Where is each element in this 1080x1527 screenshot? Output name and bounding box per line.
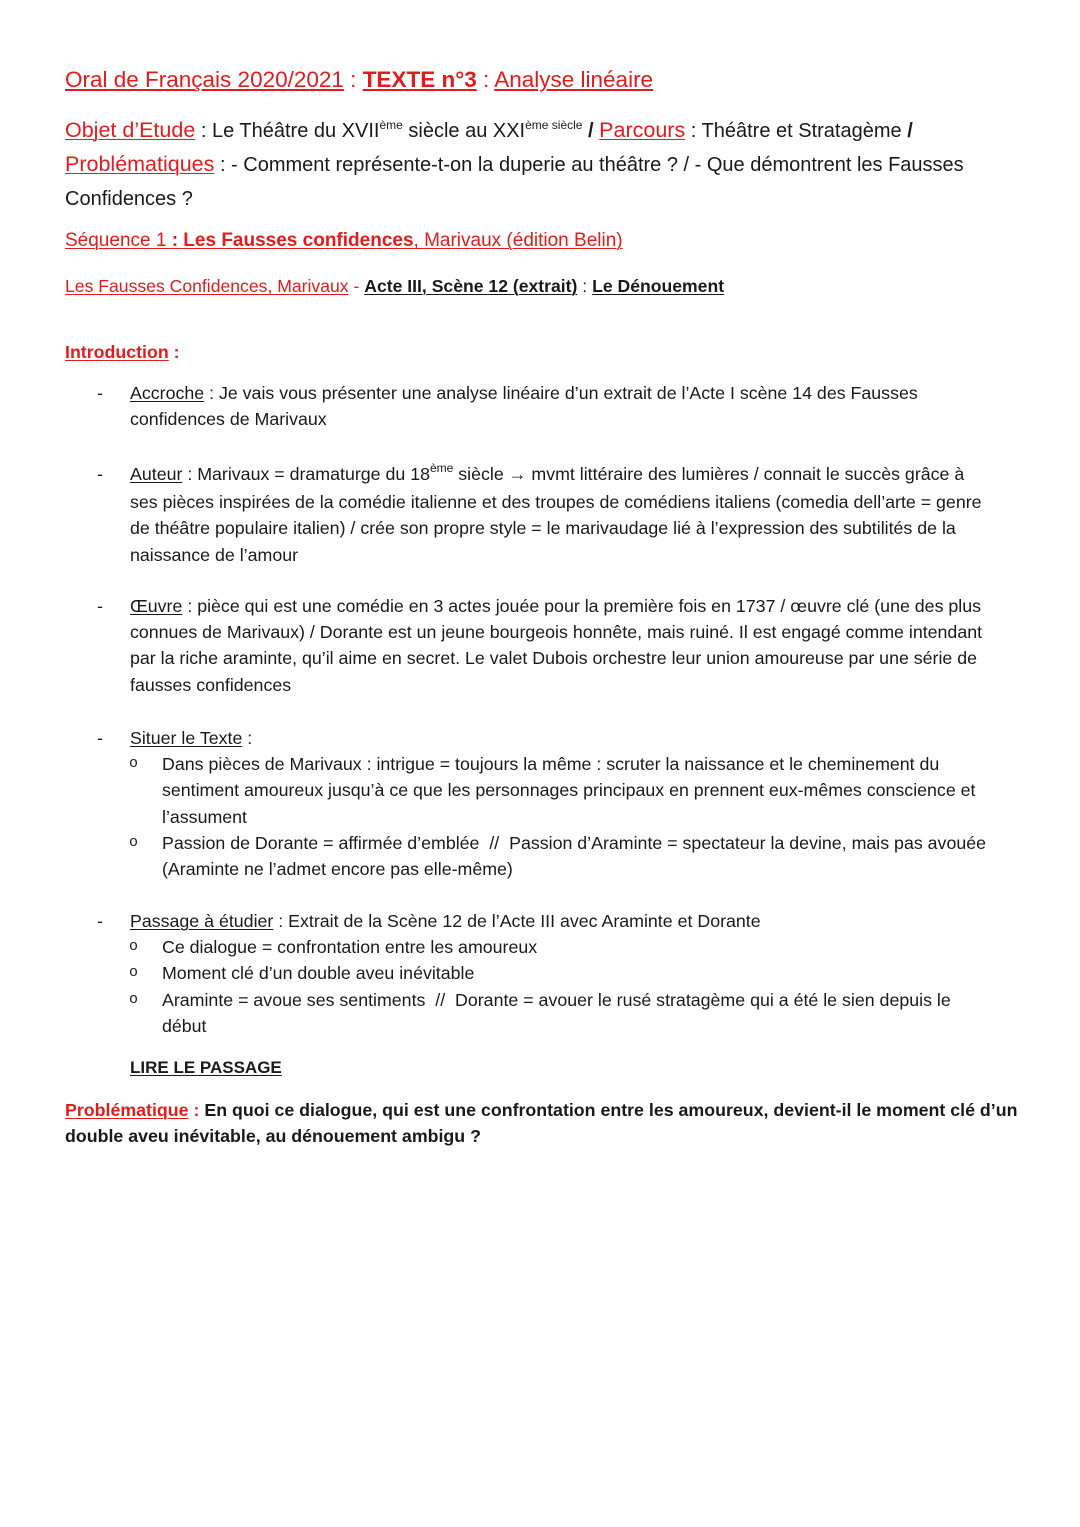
problematique-colon: : xyxy=(188,1100,205,1120)
bullet-dash: - xyxy=(97,464,103,484)
item-text: : Extrait de la Scène 12 de l’Acte III avec Araminte et Dorante xyxy=(273,911,761,931)
item-text: siècle → mvmt littéraire des lumières / connait le succès grâce à xyxy=(453,464,965,484)
extrait-scene: Acte III, Scène 12 (extrait) xyxy=(364,276,578,296)
sub-list-item xyxy=(130,830,986,882)
objet-etude-text: : Le Théâtre du XVII xyxy=(195,120,380,142)
item-text: : xyxy=(242,728,253,748)
superscript-ordinal: ème xyxy=(379,118,403,132)
sub-list-item xyxy=(130,751,986,830)
problematique-block xyxy=(65,1097,1017,1149)
item-line xyxy=(130,725,986,751)
bullet-circle: o xyxy=(129,990,139,1008)
sequence-author-edition: , Marivaux (édition Belin) xyxy=(413,230,623,251)
sub-item-text: Ce dialogue = confrontation entre les amoureux xyxy=(162,937,538,958)
parcours-text: : Théâtre et Stratagème xyxy=(685,120,908,142)
intro-item-auteur xyxy=(97,461,982,568)
bullet-circle: o xyxy=(129,964,139,982)
sequence-line xyxy=(65,227,623,255)
item-text-continued: ses pièces inspirées de la comédie italienne et des troupes de comédiens italiens (comedia dell’arte = genre xyxy=(130,492,982,513)
intro-item-accroche xyxy=(97,380,918,432)
problematiques-label: Problématiques xyxy=(65,152,215,176)
bullet-circle: o xyxy=(129,755,139,773)
objet-etude-label: Objet d’Etude xyxy=(65,118,196,142)
item-text: : Marivaux = dramaturge du 18 xyxy=(182,464,430,484)
sub-item-text: Passion de Dorante = affirmée d’emblée // Passion d’Araminte = spectateur la devine, mais pas avouée xyxy=(162,832,986,853)
problematiques-block xyxy=(65,147,964,216)
item-text-continued: connues de Marivaux) / Dorante est un jeune bourgeois honnête, mais ruiné. Il est engagé comme intendant xyxy=(130,622,983,643)
item-text-continued: confidences de Marivaux xyxy=(130,409,327,430)
bullet-dash: - xyxy=(97,383,103,403)
sub-item-text: sentiment amoureux jusqu’à ce que les personnages principaux en prennent eux-mêmes conscience et xyxy=(162,780,976,801)
bullet-circle: o xyxy=(129,833,139,851)
intro-item-situer-texte xyxy=(97,725,986,882)
sub-item-text: Araminte = avoue ses sentiments // Dorante = avouer le rusé stratagème qui a été le sien depuis le xyxy=(162,989,951,1010)
introduction-heading-colon: : xyxy=(168,342,180,362)
sub-item-text: Dans pièces de Marivaux : intrigue = toujours la même : scruter la naissance et le cheminement du xyxy=(162,754,940,775)
item-label: Œuvre xyxy=(130,596,183,616)
extrait-line xyxy=(65,273,724,299)
item-text-continued: fausses confidences xyxy=(130,674,292,695)
introduction-heading xyxy=(65,339,180,365)
title-course: Oral de Français 2020/2021 xyxy=(65,67,344,92)
item-label: Passage à étudier xyxy=(130,911,274,931)
bullet-dash: - xyxy=(97,596,103,616)
slash-separator: / xyxy=(907,120,913,142)
item-text-continued: de théâtre populaire italien) / crée son propre style = le marivaudage lié à l’expression des subtilités de la xyxy=(130,518,956,539)
problematique-line xyxy=(65,1097,1017,1123)
sub-item-text: l’assument xyxy=(162,806,247,827)
problematiques-text-continued: Confidences ? xyxy=(65,188,193,210)
bullet-dash: - xyxy=(97,728,103,748)
sub-item-text: Moment clé d’un double aveu inévitable xyxy=(162,963,475,984)
superscript-siecle: ème siècle xyxy=(525,118,583,132)
objet-etude-line xyxy=(65,115,913,148)
sub-list-item xyxy=(130,987,951,1039)
page-title xyxy=(65,65,653,95)
lire-le-passage-heading: LIRE LE PASSAGE xyxy=(130,1058,282,1077)
objet-etude-text-continued: siècle au XXI xyxy=(402,120,526,142)
problematique-label: Problématique xyxy=(65,1100,189,1120)
problematiques-text: : - Comment représente-t-on la duperie au théâtre ? / - Que démontrent les Fausses xyxy=(214,154,964,176)
item-label: Auteur xyxy=(130,464,183,484)
problematique-text: En quoi ce dialogue, qui est une confrontation entre les amoureux, devient-il le moment clé d’un xyxy=(204,1100,1018,1120)
extrait-title: Le Dénouement xyxy=(592,276,725,296)
extrait-separator: : xyxy=(577,276,593,296)
parcours-label: Parcours xyxy=(599,118,686,142)
superscript-ordinal: ème xyxy=(429,461,454,475)
title-separator: : xyxy=(476,67,495,92)
title-text-number: TEXTE n°3 xyxy=(362,67,477,92)
item-line xyxy=(130,593,982,619)
slash-separator: / xyxy=(582,120,600,142)
extrait-separator: - xyxy=(348,276,365,296)
bullet-circle: o xyxy=(129,938,139,956)
item-label: Accroche xyxy=(130,383,205,403)
item-line xyxy=(130,380,918,406)
sequence-work-title: : Les Fausses confidences xyxy=(166,230,414,251)
item-label: Situer le Texte xyxy=(130,728,243,748)
bullet-dash: - xyxy=(97,911,103,931)
title-separator: : xyxy=(343,67,363,92)
item-line xyxy=(130,461,982,489)
problematiques-line xyxy=(65,147,964,182)
extrait-source: Les Fausses Confidences, Marivaux xyxy=(65,276,349,296)
title-analysis-type: Analyse linéaire xyxy=(494,67,654,92)
sub-list-item xyxy=(130,960,951,986)
item-text-continued: naissance de l’amour xyxy=(130,544,299,565)
item-text: : Je vais vous présenter une analyse linéaire d’un extrait de l’Acte I scène 14 des Fausses xyxy=(204,383,918,403)
sub-item-text: début xyxy=(162,1015,207,1036)
introduction-heading-label: Introduction xyxy=(65,342,169,362)
problematique-text-continued: double aveu inévitable, au dénouement ambigu ? xyxy=(65,1126,481,1146)
item-line xyxy=(130,908,951,934)
sub-item-text: (Araminte ne l’admet encore pas elle-même) xyxy=(162,859,513,880)
sub-list-item xyxy=(130,934,951,960)
sequence-label: Séquence 1 xyxy=(65,230,167,251)
intro-item-oeuvre xyxy=(97,593,983,698)
intro-item-passage xyxy=(97,908,951,1039)
item-text: : pièce qui est une comédie en 3 actes jouée pour la première fois en 1737 / œuvre clé (une des plus xyxy=(182,596,982,616)
item-text-continued: par la riche araminte, qu’il aime en secret. Le valet Dubois orchestre leur union amoureuse par une série de xyxy=(130,648,978,669)
